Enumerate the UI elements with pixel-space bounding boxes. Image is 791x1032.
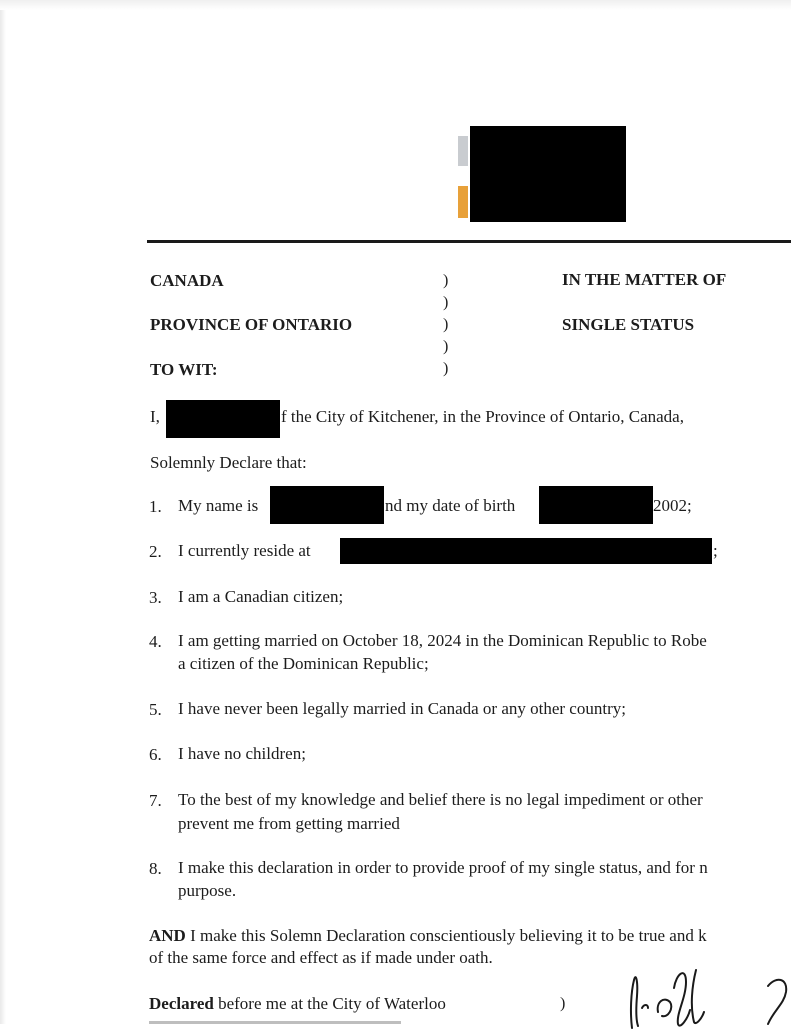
intro-prefix: I, bbox=[150, 407, 160, 426]
cut-off-line bbox=[149, 1016, 569, 1024]
jurisdiction-country: CANADA bbox=[150, 271, 224, 290]
item-number: 6. bbox=[149, 745, 162, 764]
letterhead-logo bbox=[458, 126, 626, 222]
item-number: 3. bbox=[149, 588, 162, 607]
signature-stroke bbox=[658, 1000, 672, 1017]
item-number: 8. bbox=[149, 859, 162, 878]
item-7-text-line2: prevent me from getting married bbox=[178, 814, 400, 833]
paren: ) bbox=[443, 338, 449, 355]
logo-redaction bbox=[470, 126, 626, 222]
address-redaction bbox=[340, 538, 712, 564]
declared-text: before me at the City of Waterloo bbox=[213, 994, 446, 1013]
closing-line2: of the same force and effect as if made under oath. bbox=[149, 948, 493, 967]
item-number: 1. bbox=[149, 497, 162, 516]
signature bbox=[618, 952, 791, 1032]
birthdate-redaction bbox=[539, 486, 653, 524]
scan-top-shadow bbox=[0, 0, 791, 10]
item-1-text-a: My name is bbox=[178, 496, 259, 515]
paren: ) bbox=[560, 995, 566, 1012]
header-rule bbox=[147, 240, 791, 243]
item-1-text-b: nd my date of birth bbox=[385, 496, 516, 515]
declared-bold: Declared bbox=[149, 994, 214, 1013]
matter-subject: SINGLE STATUS bbox=[562, 315, 695, 334]
closing-and: AND bbox=[149, 926, 186, 945]
closing-text: I make this Solemn Declaration conscientiously believing it to be true and k bbox=[185, 926, 707, 945]
item-1-text-c: 2002; bbox=[653, 496, 692, 515]
scan-edge bbox=[0, 0, 6, 1024]
item-4-text-line1: I am getting married on October 18, 2024 in the Dominican Republic to Robe bbox=[178, 631, 707, 650]
solemnly-declare: Solemnly Declare that: bbox=[150, 453, 307, 472]
signature-stroke bbox=[642, 1005, 648, 1008]
signature-stroke bbox=[674, 973, 690, 1025]
declared-line bbox=[149, 994, 446, 1014]
to-wit-label: TO WIT: bbox=[150, 360, 218, 379]
item-8-text-line1: I make this declaration in order to provide proof of my single status, and for n bbox=[178, 858, 708, 877]
signature-stroke bbox=[631, 977, 638, 1028]
item-2-text-a: I currently reside at bbox=[178, 541, 311, 560]
logo-fragment-orange bbox=[458, 186, 468, 218]
intro-text: f the City of Kitchener, in the Province of Ontario, Canada, bbox=[281, 407, 684, 426]
item-number: 4. bbox=[149, 632, 162, 651]
signature-stroke bbox=[768, 980, 786, 1024]
paren: ) bbox=[443, 360, 449, 377]
item-5-text: I have never been legally married in Canada or any other country; bbox=[178, 699, 626, 718]
name-redaction bbox=[166, 400, 280, 438]
signature-stroke bbox=[692, 970, 704, 1023]
item-number: 2. bbox=[149, 542, 162, 561]
item-4-text-line2: a citizen of the Dominican Republic; bbox=[178, 654, 429, 673]
item-number: 7. bbox=[149, 791, 162, 810]
logo-fragment-grey bbox=[458, 136, 468, 166]
item-2-text-c: ; bbox=[713, 541, 718, 560]
paren: ) bbox=[443, 272, 449, 289]
item-8-text-line2: purpose. bbox=[178, 881, 237, 900]
matter-heading: IN THE MATTER OF bbox=[562, 270, 727, 289]
item-3-text: I am a Canadian citizen; bbox=[178, 587, 344, 606]
jurisdiction-province: PROVINCE OF ONTARIO bbox=[150, 315, 353, 334]
name-redaction bbox=[270, 486, 384, 524]
paren: ) bbox=[443, 316, 449, 333]
paren: ) bbox=[443, 294, 449, 311]
item-7-text-line1: To the best of my knowledge and belief there is no legal impediment or other bbox=[178, 790, 703, 809]
closing-line1 bbox=[149, 926, 707, 946]
item-6-text: I have no children; bbox=[178, 744, 306, 763]
item-number: 5. bbox=[149, 700, 162, 719]
